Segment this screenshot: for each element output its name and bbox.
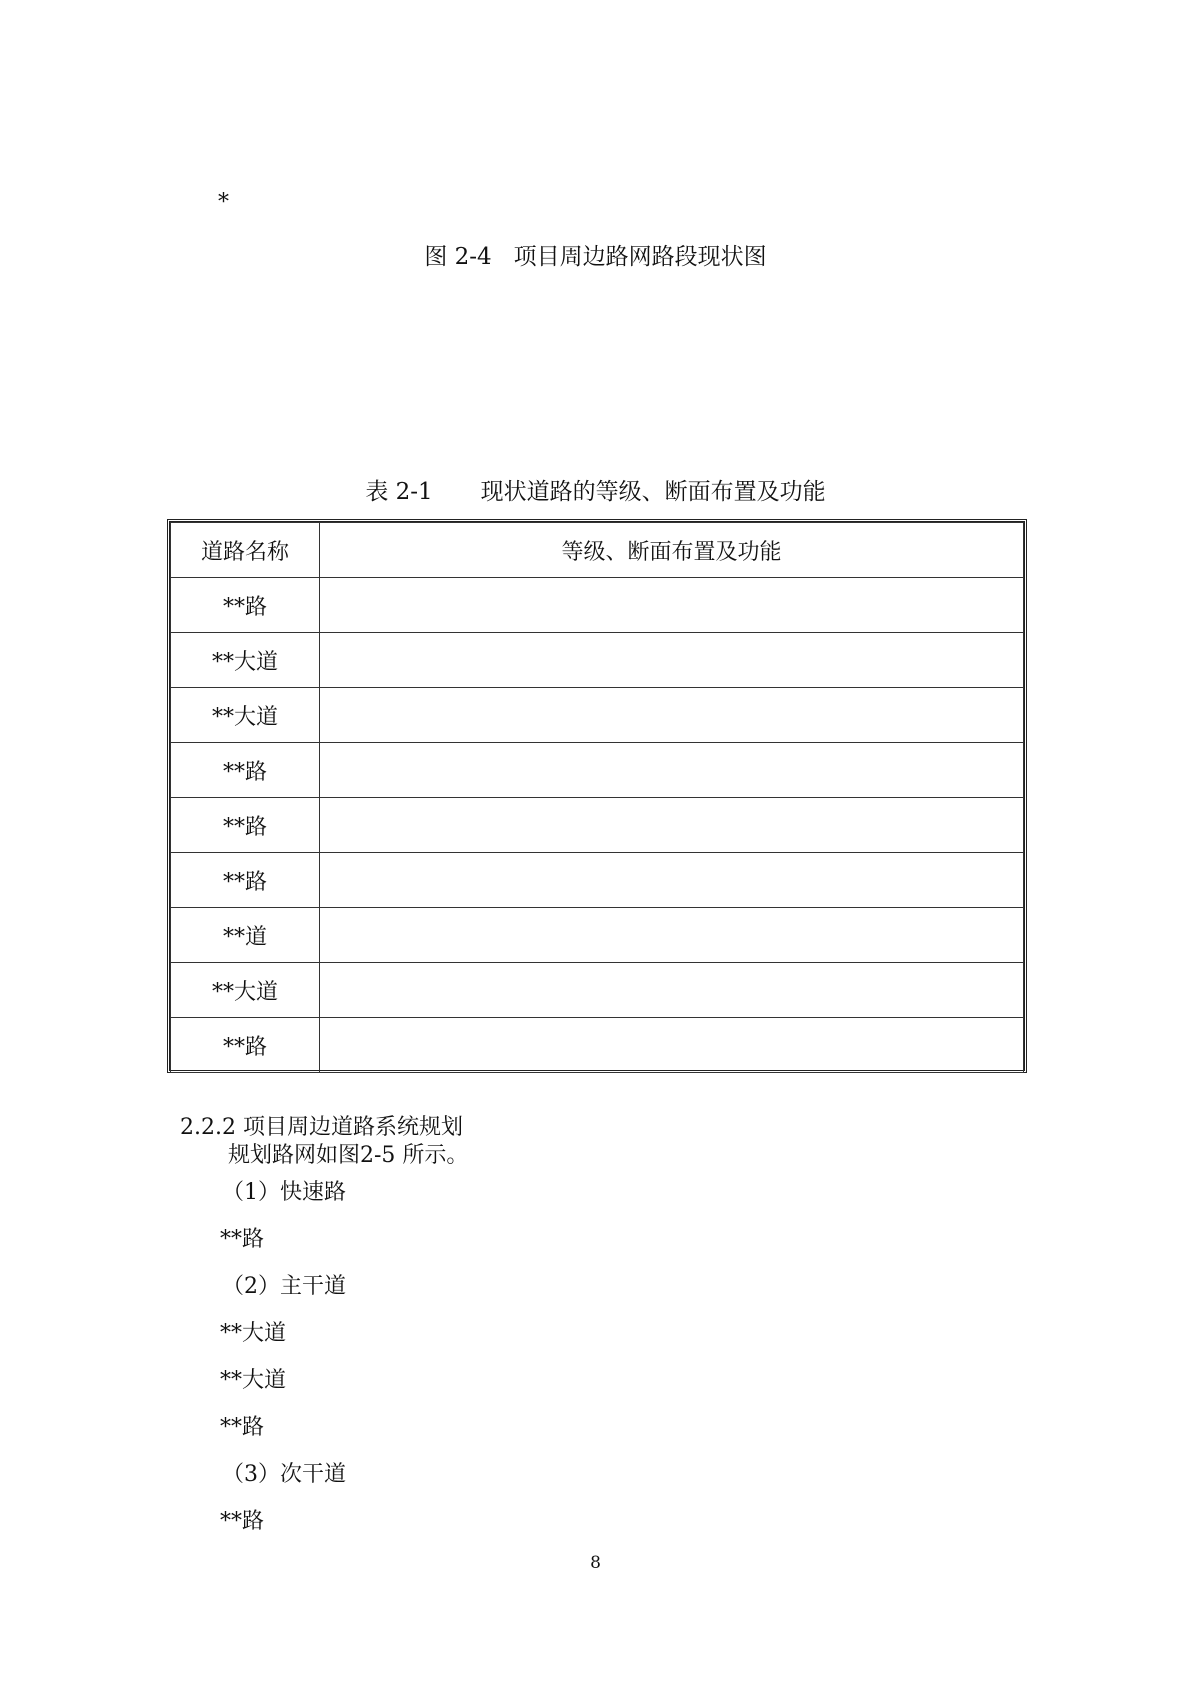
road-detail-cell <box>320 688 1024 743</box>
table-row <box>171 743 1024 798</box>
table-row <box>171 578 1024 633</box>
road-name-cell: **路 <box>171 853 320 908</box>
table-row <box>171 908 1024 963</box>
road-name-cell: **路 <box>171 798 320 853</box>
road-name-cell: **道 <box>171 908 320 963</box>
road-detail-cell <box>320 1018 1024 1073</box>
road-detail-cell <box>320 853 1024 908</box>
road-detail-cell <box>320 743 1024 798</box>
table-row <box>171 853 1024 908</box>
list-item-road: **路 <box>220 1415 265 1440</box>
road-name-cell: **大道 <box>171 633 320 688</box>
table-header-row <box>171 523 1024 578</box>
road-detail-cell <box>320 633 1024 688</box>
list-item-category: （3）次干道 <box>222 1462 346 1487</box>
figure-title: 项目周边路网路段现状图 <box>513 244 767 270</box>
road-detail-cell <box>320 963 1024 1018</box>
table-row <box>171 798 1024 853</box>
table-row <box>171 633 1024 688</box>
table-caption <box>0 473 1191 506</box>
road-detail-cell <box>320 798 1024 853</box>
list-item-road: **大道 <box>220 1368 287 1393</box>
figure-number: 图 2-4 <box>424 244 492 270</box>
road-name-cell: **路 <box>171 578 320 633</box>
road-name-cell: **大道 <box>171 963 320 1018</box>
list-item-category: （2）主干道 <box>222 1274 346 1299</box>
list-item-road: **路 <box>220 1509 265 1534</box>
table-row <box>171 688 1024 743</box>
table-row <box>171 1018 1024 1073</box>
figure-caption <box>0 238 1191 271</box>
road-name-cell: **路 <box>171 1018 320 1073</box>
page-number: 8 <box>590 1553 601 1573</box>
road-detail-cell <box>320 578 1024 633</box>
header-road-name: 道路名称 <box>171 523 320 578</box>
list-item-road: **大道 <box>220 1321 287 1346</box>
table-title: 现状道路的等级、断面布置及功能 <box>480 479 826 505</box>
table-number: 表 2-1 <box>365 479 433 505</box>
list-item-category: （1）快速路 <box>222 1180 346 1205</box>
figure-placeholder-marker: * <box>218 190 229 215</box>
table-row <box>171 963 1024 1018</box>
list-item-road: **路 <box>220 1227 265 1252</box>
road-detail-cell <box>320 908 1024 963</box>
road-status-table <box>167 519 1027 1073</box>
section-heading: 2.2.2 项目周边道路系统规划 <box>180 1115 463 1140</box>
road-name-cell: **路 <box>171 743 320 798</box>
header-grade-section-function: 等级、断面布置及功能 <box>320 523 1024 578</box>
road-name-cell: **大道 <box>171 688 320 743</box>
section-intro: 规划路网如图2-5 所示。 <box>228 1143 469 1168</box>
